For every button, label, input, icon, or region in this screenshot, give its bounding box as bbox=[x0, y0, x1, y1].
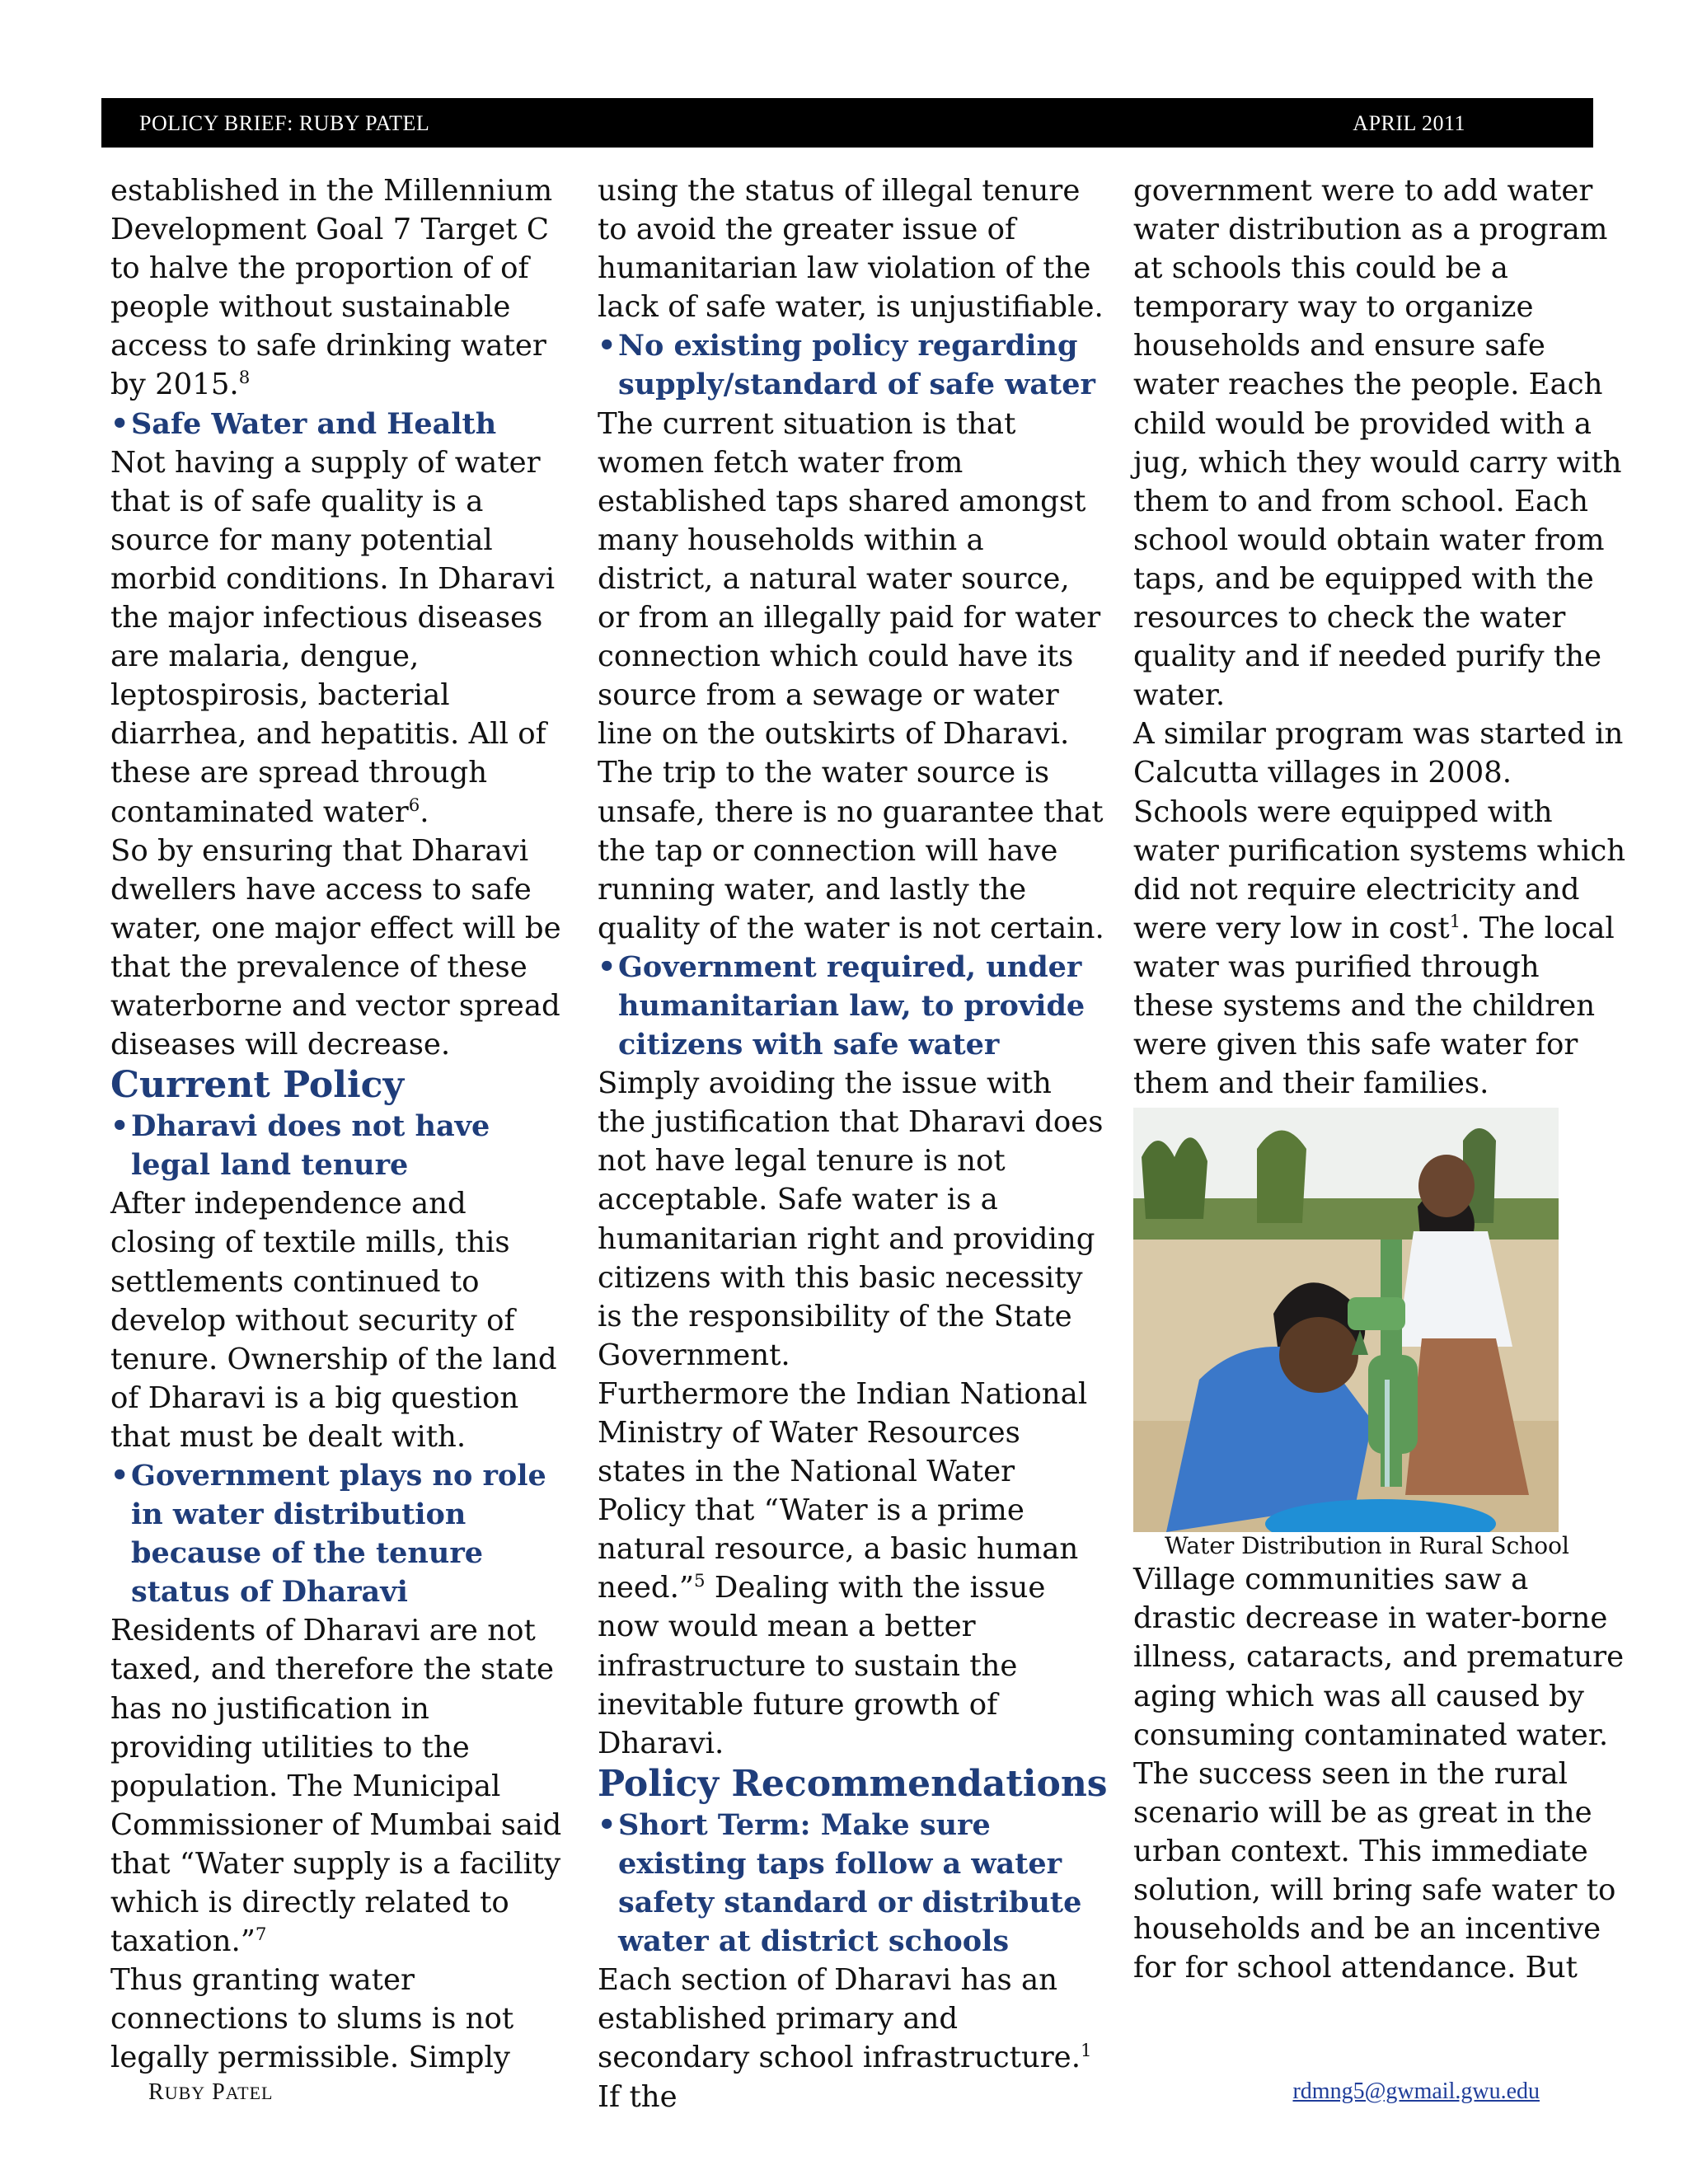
section-heading: Policy Recommendations bbox=[598, 1762, 1108, 1805]
paragraph: using the status of illegal tenure to avoid the greater issue of humanitarian law violation of the lack of safe water, is unjustifiable. bbox=[598, 174, 1104, 325]
bullet-icon: • bbox=[598, 949, 617, 984]
paragraph: Not having a supply of water that is of safe quality is a source for many potential morbid conditions. In Dharavi the major infectious diseases are malaria, dengue, leptospirosis, bacterial diarrhea, and hepatitis. All of these are spread through contaminated water$^6$. bbox=[110, 445, 556, 829]
paragraph: A similar program was started in Calcutta villages in 2008. Schools were equipped with water purification systems which did not require electricity and were very low in cost$^1$. The local water was purified through these systems and the children were given this safe water for them and their families. bbox=[1133, 717, 1626, 1101]
photo-caption: Water Distribution in Rural School bbox=[1165, 1532, 1569, 1560]
header-bar bbox=[101, 98, 1593, 148]
paragraph: The current situation is that women fetch water from established taps shared amongst many households within a district, a natural water source, or from an illegally paid for water connection which could have its source from a sewage or water line on the outskirts of Dharavi. The trip to the water source is unsafe, there is no guarantee that the tap or connection will have running water, and lastly the quality of the water is not certain. bbox=[598, 406, 1104, 945]
footer-author: RUBY PATEL bbox=[148, 2079, 274, 2105]
paragraph: Each section of Dharavi has an established primary and secondary school infrastructure.$^1$ If the bbox=[598, 1963, 1092, 2114]
paragraph: government were to add water water distribution as a program at schools this could be a temporary way to organize households and ensure safe water reaches the people. Each child would be provided with a jug, which they would carry with them to and from school. Each school would obtain water from taps, and be equipped with the resources to check the water quality and if needed purify the water. bbox=[1133, 174, 1622, 713]
bullet-heading: •Short Term: Make sure existing taps follow a water safety standard or distribute water at district schools bbox=[598, 1806, 1109, 1961]
paragraph: After independence and closing of textile mills, this settlements continued to develop without security of tenure. Ownership of the land of Dharavi is a big question that must be dealt with. bbox=[110, 1187, 557, 1454]
header-title: POLICY BRIEF: RUBY PATEL bbox=[139, 111, 430, 135]
bullet-icon: • bbox=[598, 329, 617, 363]
column-2 bbox=[598, 171, 1109, 2116]
photo-children-water-pump bbox=[1133, 1108, 1559, 1532]
header-date: APRIL 2011 bbox=[1353, 111, 1465, 135]
paragraph: Thus granting water connections to slums is not legally permissible. Simply bbox=[110, 1963, 514, 2075]
bullet-heading: •No existing policy regarding supply/standard of safe water bbox=[598, 326, 1109, 404]
bullet-icon: • bbox=[110, 1109, 129, 1144]
bullet-icon: • bbox=[598, 1807, 617, 1842]
column-1 bbox=[110, 171, 572, 2078]
bullet-heading: •Safe Water and Health bbox=[110, 405, 572, 443]
paragraph: Residents of Dharavi are not taxed, and therefore the state has no justification in providing utilities to the population. The Municipal Commissioner of Mumbai said that “Water supply is a facility which is directly related to taxation.”$^7$ bbox=[110, 1614, 562, 1959]
paragraph: established in the Millennium Development Goal 7 Target C to halve the proportion of of people without sustainable access to safe drinking water by 2015.$^8$ bbox=[110, 174, 553, 402]
column-3 bbox=[1133, 171, 1628, 1987]
paragraph: Village communities saw a drastic decrease in water-borne illness, cataracts, and premature aging which was all caused by consuming contaminated water. The success seen in the rural scenario will be as great in the urban context. This immediate solution, will bring safe water to households and be an incentive for for school attendance. But bbox=[1133, 1563, 1625, 1985]
bullet-icon: • bbox=[110, 1459, 129, 1493]
footer-email-link[interactable]: rdmng5@gwmail.gwu.edu bbox=[1292, 2079, 1540, 2104]
bullet-heading: •Dharavi does not have legal land tenure bbox=[110, 1107, 572, 1184]
section-heading: Current Policy bbox=[110, 1064, 405, 1107]
bullet-heading: •Government plays no role in water distribution because of the tenure status of Dharavi bbox=[110, 1456, 572, 1611]
bullet-icon: • bbox=[110, 406, 129, 441]
bullet-heading: •Government required, under humanitarian law, to provide citizens with safe water bbox=[598, 948, 1109, 1064]
paragraph: Simply avoiding the issue with the justification that Dharavi does not have legal tenure is not acceptable. Safe water is a humanitarian right and providing citizens with this basic necessity is the responsibility of the State Government. bbox=[598, 1066, 1104, 1372]
paragraph: Furthermore the Indian National Ministry of Water Resources states in the National Water Policy that “Water is a prime natural resource, a basic human need.”$^5$ Dealing with the issue now would mean a better infrastructure to sustain the inevitable future growth of Dharavi. bbox=[598, 1376, 1088, 1760]
paragraph: So by ensuring that Dharavi dwellers have access to safe water, one major effect will be that the prevalence of these waterborne and vector spread diseases will decrease. bbox=[110, 833, 561, 1062]
